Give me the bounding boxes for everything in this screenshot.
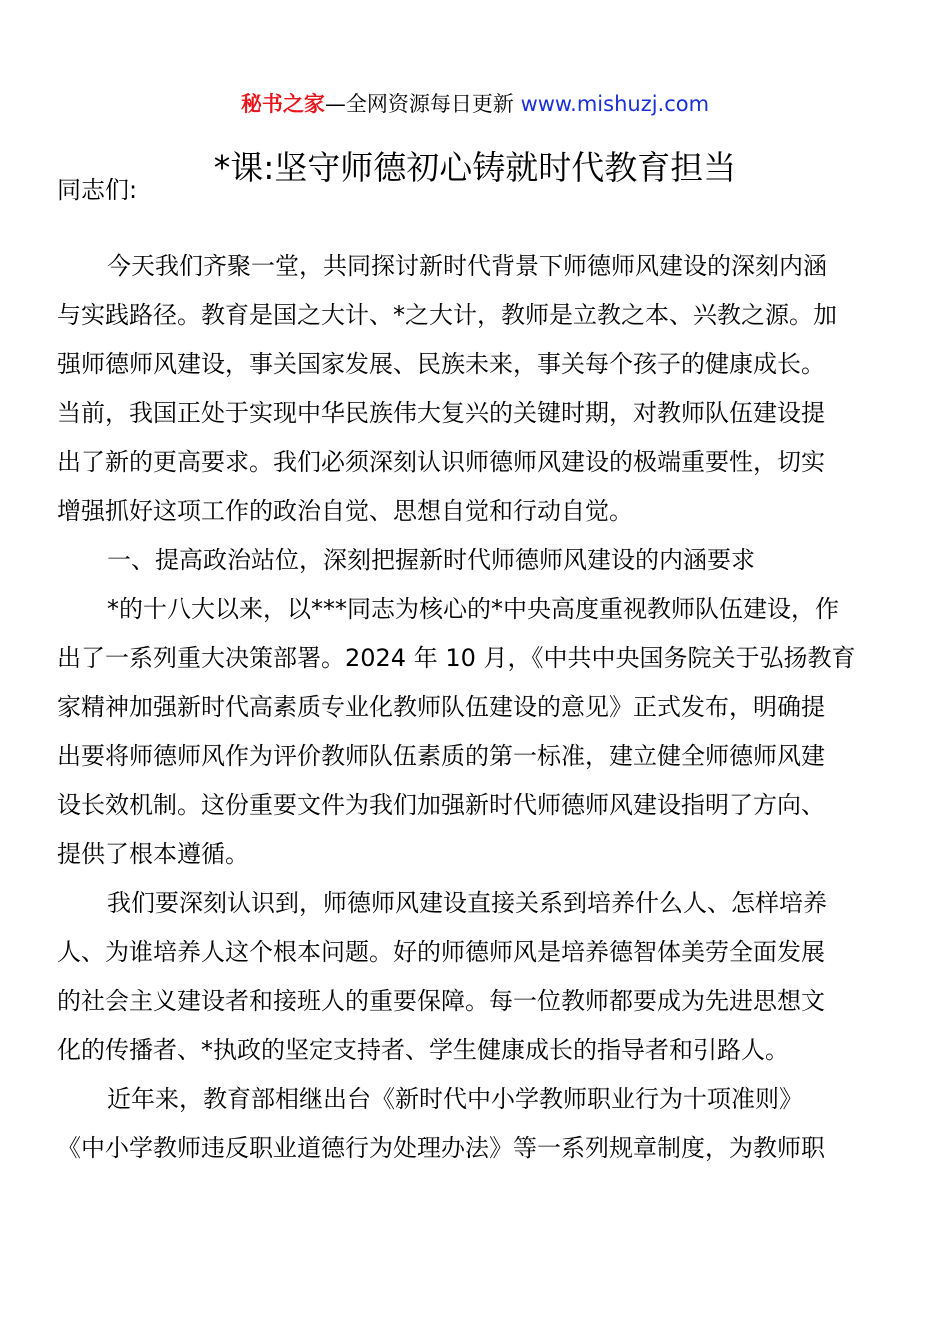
document-body bbox=[57, 242, 893, 1173]
text-line: *的十八大以来，以***同志为核心的*中央高度重视教师队伍建设，作 bbox=[107, 595, 839, 623]
text-line: 的社会主义建设者和接班人的重要保障。每一位教师都要成为先进思想文 bbox=[57, 987, 825, 1015]
text-line: 当前，我国正处于实现中华民族伟大复兴的关键时期，对教师队伍建设提 bbox=[57, 399, 825, 427]
text-line: 与实践路径。教育是国之大计、*之大计，教师是立教之本、兴教之源。加 bbox=[57, 301, 837, 329]
text-line: 设长效机制。这份重要文件为我们加强新时代师德师风建设指明了方向、 bbox=[57, 791, 825, 819]
text-line: 出要将师德师风作为评价教师队伍素质的第一标准，建立健全师德师风建 bbox=[57, 742, 825, 770]
brand-name: 秘书之家 bbox=[240, 92, 325, 116]
text-line: 提供了根本遵循。 bbox=[57, 840, 249, 868]
text-line: 今天我们齐聚一堂，共同探讨新时代背景下师德师风建设的深刻内涵 bbox=[107, 252, 827, 280]
site-url-link[interactable]: www.mishuzj.com bbox=[520, 92, 710, 116]
header-tagline: —全网资源每日更新 bbox=[324, 92, 514, 116]
text-line: 增强抓好这项工作的政治自觉、思想自觉和行动自觉。 bbox=[57, 497, 633, 525]
document-title: *课:坚守师德初心铸就时代教育担当 bbox=[213, 148, 737, 187]
salutation: 同志们: bbox=[57, 176, 138, 204]
text-line: 近年来，教育部相继出台《新时代中小学教师职业行为十项准则》 bbox=[107, 1085, 803, 1113]
site-header bbox=[0, 88, 950, 120]
text-line: 出了一系列重大决策部署。2024 年 10 月，《中共中央国务院关于弘扬教育 bbox=[57, 644, 856, 672]
text-line: 人、为谁培养人这个根本问题。好的师德师风是培养德智体美劳全面发展 bbox=[57, 938, 825, 966]
text-line: 化的传播者、*执政的坚定支持者、学生健康成长的指导者和引路人。 bbox=[57, 1036, 789, 1064]
text-line: 我们要深刻认识到，师德师风建设直接关系到培养什么人、怎样培养 bbox=[107, 889, 827, 917]
text-line: 家精神加强新时代高素质专业化教师队伍建设的意见》正式发布，明确提 bbox=[57, 693, 825, 721]
text-line: 《中小学教师违反职业道德行为处理办法》等一系列规章制度，为教师职 bbox=[57, 1134, 825, 1162]
text-line: 强师德师风建设，事关国家发展、民族未来，事关每个孩子的健康成长。 bbox=[57, 350, 825, 378]
section-heading: 一、提高政治站位，深刻把握新时代师德师风建设的内涵要求 bbox=[107, 546, 755, 574]
text-line: 出了新的更高要求。我们必须深刻认识师德师风建设的极端重要性，切实 bbox=[57, 448, 825, 476]
